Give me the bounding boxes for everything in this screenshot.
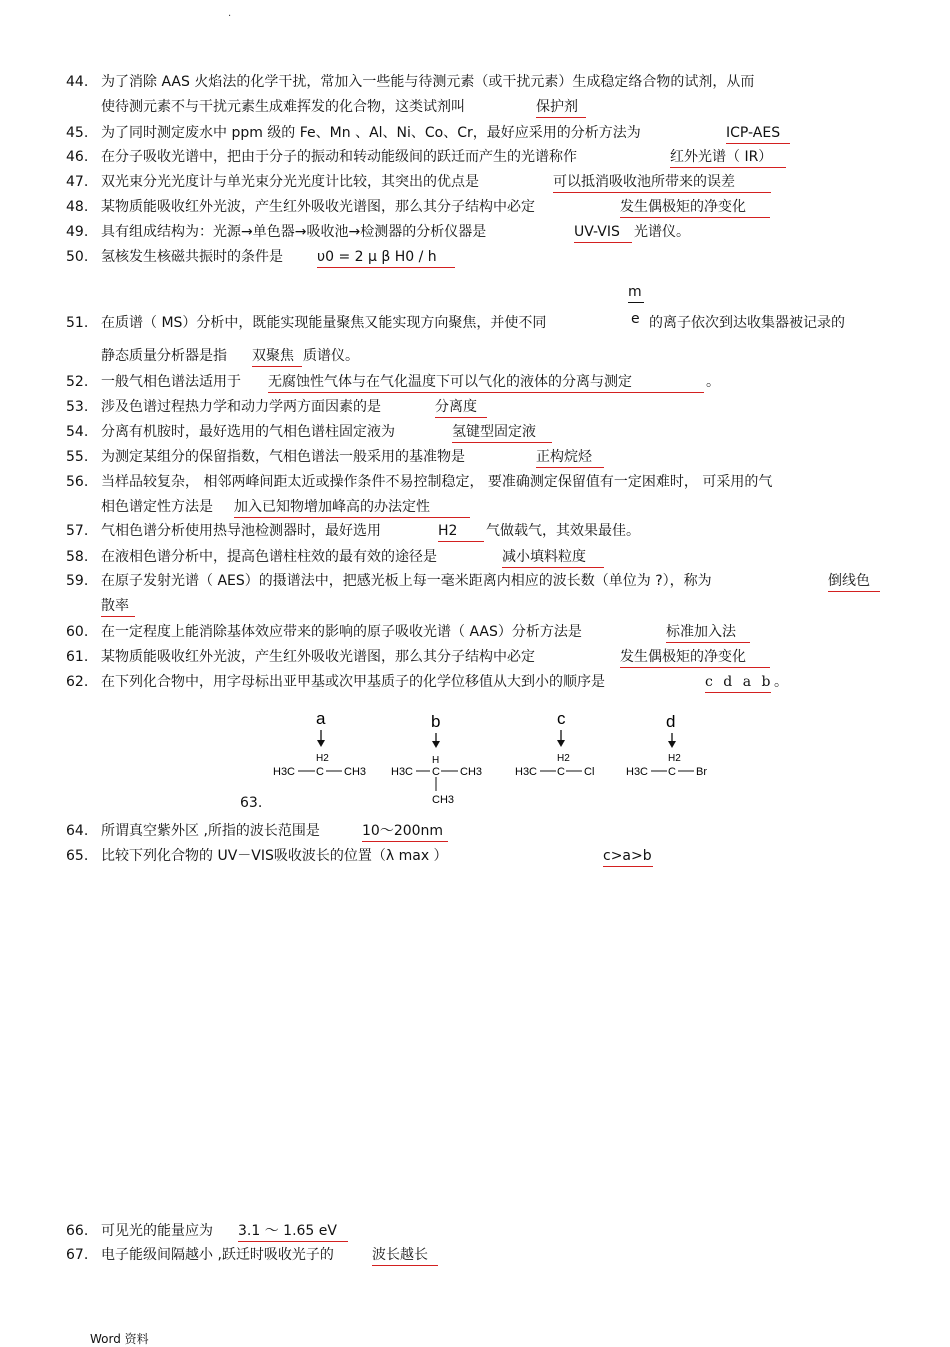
question-54 [66,422,395,442]
answer-56: 加入已知物增加峰高的办法定性 [234,497,470,518]
q-text: 在液相色谱分析中，提高色谱柱柱效的最有效的途径是 [101,549,437,565]
svg-text:C: C [316,766,324,778]
svg-text:CH3: CH3 [344,766,367,778]
svg-text:H3C: H3C [626,766,649,778]
q-text: 可见光的能量应为 [101,1223,213,1239]
q-number: 52. [66,374,89,390]
question-52-tail: 。 [706,374,720,390]
svg-text:H: H [432,755,440,766]
label-c: c [557,709,566,728]
q-text: 在一定程度上能消除基体效应带来的影响的原子吸收光谱（ AAS）分析方法是 [101,624,582,640]
structure-d [626,712,707,778]
question-47 [66,172,479,192]
q-number: 61. [66,649,89,665]
arrow-d-icon [668,741,676,748]
answer-54: 氢键型固定液 [452,422,552,443]
svg-text:H3C: H3C [273,766,296,778]
svg-text:CH3: CH3 [460,766,483,778]
q-text: 涉及色谱过程热力学和动力学两方面因素的是 [101,399,381,415]
svg-text:H2: H2 [316,753,329,764]
q-number: 48. [66,199,89,215]
answer-58: 减小填料粒度 [502,547,604,568]
svg-text:CH3: CH3 [432,794,455,806]
q-text: 氢核发生核磁共振时的条件是 [101,249,283,265]
answer-46: 红外光谱（ IR） [670,147,786,168]
answer-67: 波长越长 [372,1245,438,1266]
answer-49: UV-VIS [574,222,632,243]
answer-55: 正构烷烃 [536,447,604,468]
q-number: 59. [66,573,89,589]
q-text: 在原子发射光谱（ AES）的摄谱法中，把感光板上每一毫米距离内相应的波长数（单位为 ?），称为 [101,573,712,589]
question-64 [66,821,320,841]
header-mark: . [228,8,232,19]
q-text: 分离有机胺时，最好选用的气相色谱柱固定液为 [101,424,395,440]
q-number: 46. [66,149,89,165]
answer-50: υ0 = 2 μ β H0 / h [317,247,455,268]
answer-47: 可以抵消吸收池所带来的误差 [553,172,771,193]
q-text: 在分子吸收光谱中，把由于分子的振动和转动能级间的跃迁而产生的光谱称作 [101,149,577,165]
q-number: 65. [66,848,89,864]
arrow-a-icon [317,740,325,747]
q-number: 53. [66,399,89,415]
fraction-denominator: e [631,311,640,327]
answer-57: H2 [438,521,484,542]
question-59 [66,571,712,591]
svg-text:Cl: Cl [584,766,595,778]
q-number: 47. [66,174,89,190]
question-48 [66,197,535,217]
label-b: b [431,712,441,731]
m-over-e-fraction [628,284,644,327]
q-number: 67. [66,1247,89,1263]
svg-text:H3C: H3C [391,766,414,778]
answer-61: 发生偶极矩的净变化 [620,647,770,668]
svg-text:C: C [557,766,565,778]
q-number: 62. [66,674,89,690]
question-49-tail: 光谱仪。 [634,224,690,240]
structure-b [391,712,482,806]
question-57 [66,521,381,541]
answer-64: 10～200nm [362,821,448,842]
question-61 [66,647,535,667]
svg-text:H3C: H3C [515,766,538,778]
question-44 [66,72,754,92]
q-text: 某物质能吸收红外光波，产生红外吸收光谱图，那么其分子结构中必定 [101,199,535,215]
q-number: 64. [66,823,89,839]
svg-text:H2: H2 [557,753,570,764]
q-text: 具有组成结构为：光源→单色器→吸收池→检测器的分析仪器是 [101,224,487,240]
question-51-tail: 的离子依次到达收集器被记录的 [649,315,845,331]
question-58 [66,547,437,567]
label-d: d [666,712,676,731]
arrow-c-icon [557,740,565,747]
question-67 [66,1245,334,1265]
q-number: 56. [66,474,89,490]
q-number: 44. [66,74,89,90]
q-number: 60. [66,624,89,640]
q-number: 51. [66,315,89,331]
q-number: 58. [66,549,89,565]
q-number: 49. [66,224,89,240]
question-56 [66,472,772,492]
question-57-tail: 气做载气，其效果最佳。 [486,523,640,539]
question-51-line2: 静态质量分析器是指 [101,348,227,364]
q-number: 54. [66,424,89,440]
answer-44: 保护剂 [536,97,586,118]
answer-51: 双聚焦 [252,346,302,367]
footer: Word 资料 [90,1332,149,1346]
answer-59: 倒线色 [828,571,880,592]
structure-c [515,709,594,778]
question-55 [66,447,465,467]
answer-62: c d a b [705,672,771,693]
q-text: 一般气相色谱法适用于 [101,374,241,390]
svg-text:H2: H2 [668,753,681,764]
question-65 [66,846,448,866]
question-56-line2: 相色谱定性方法是 [101,499,213,515]
answer-48: 发生偶极矩的净变化 [620,197,770,218]
q-text: 双光束分光光度计与单光束分光光度计比较，其突出的优点是 [101,174,479,190]
question-51 [66,313,546,333]
fraction-bar [628,302,644,303]
q-number: 55. [66,449,89,465]
question-50 [66,247,283,267]
answer-52: 无腐蚀性气体与在气化温度下可以气化的液体的分离与测定 [268,372,704,393]
q-number: 57. [66,523,89,539]
question-53 [66,397,381,417]
q-text: 电子能级间隔越小 ,跃迁时吸收光子的 [101,1247,334,1263]
q-text: 在下列化合物中，用字母标出亚甲基或次甲基质子的化学位移值从大到小的顺序是 [101,674,605,690]
answer-60: 标准加入法 [666,622,750,643]
q-text: 所谓真空紫外区 ,所指的波长范围是 [101,823,320,839]
question-52 [66,372,241,392]
fraction-numerator: m [628,284,642,300]
svg-text:C: C [432,766,440,778]
q-number: 45. [66,125,89,141]
answer-66: 3.1 ～ 1.65 eV [238,1221,348,1242]
structure-a [273,709,366,778]
q-text: 某物质能吸收红外光波，产生红外吸收光谱图，那么其分子结构中必定 [101,649,535,665]
question-62 [66,672,605,692]
question-44-line2: 使待测元素不与干扰元素生成难挥发的化合物，这类试剂叫 [101,99,465,115]
q-text: 在质谱（ MS）分析中，既能实现能量聚焦又能实现方向聚焦，并使不同 [101,315,547,331]
answer-45: ICP-AES [726,123,790,144]
q-text: 气相色谱分析使用热导池检测器时，最好选用 [101,523,381,539]
question-60 [66,622,582,642]
question-66 [66,1221,213,1241]
question-49 [66,222,486,242]
q-number: 66. [66,1223,89,1239]
arrow-b-icon [432,741,440,748]
label-a: a [316,709,326,728]
question-63-number: 63. [240,795,263,811]
question-46 [66,147,577,167]
chemical-structures [260,705,730,815]
q-number: 50. [66,249,89,265]
question-62-tail: 。 [774,674,788,690]
q-text: 当样品较复杂， 相邻两峰间距太近或操作条件不易控制稳定， 要准确测定保留值有一定困难时， 可采用的气 [101,474,773,490]
q-text: 比较下列化合物的 UV－VIS吸收波长的位置（λ max ） [101,848,448,864]
q-text: 为了消除 AAS 火焰法的化学干扰，常加入一些能与待测元素（或干扰元素）生成稳定络合物的试剂，从而 [101,74,755,90]
question-45 [66,123,641,143]
q-text: 为测定某组分的保留指数，气相色谱法一般采用的基准物是 [101,449,465,465]
question-51-tail2: 质谱仪。 [303,348,359,364]
svg-text:Br: Br [696,766,707,778]
answer-65: c>a>b [603,846,653,867]
svg-text:C: C [668,766,676,778]
answer-53: 分离度 [435,397,487,418]
answer-59-cont: 散率 [101,596,135,617]
q-text: 为了同时测定废水中 ppm 级的 Fe、Mn 、Al、Ni、Co、Cr，最好应采用的分析方法为 [101,125,641,141]
